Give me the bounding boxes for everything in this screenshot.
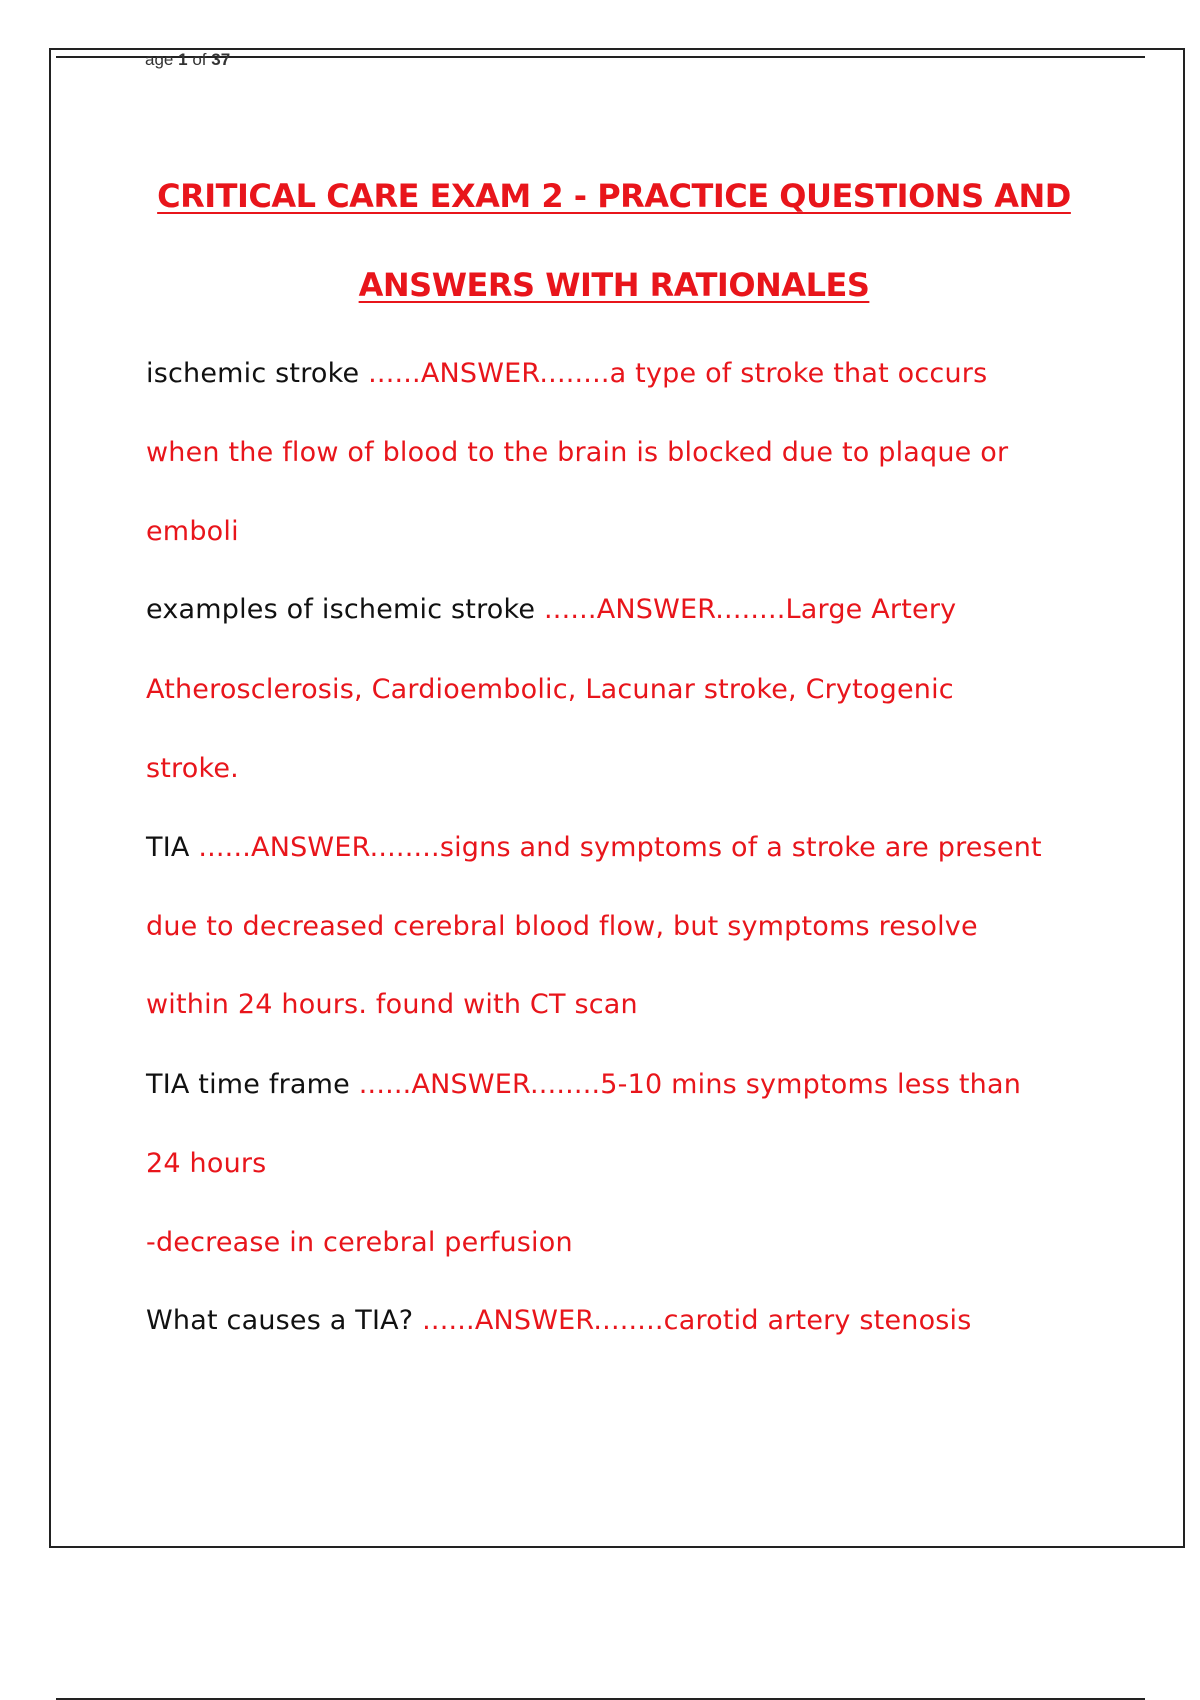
entry-1-question-line <box>146 357 987 391</box>
entry-3-question-line <box>146 831 1042 865</box>
entry-2-separator: ......ANSWER........ <box>544 594 786 625</box>
entry-2-answer-line-1: Large Artery <box>785 594 957 625</box>
entry-2-answer-line-3: stroke. <box>146 753 239 784</box>
entry-4-term: TIA time frame <box>146 1069 350 1100</box>
entry-1-answer-line-1: a type of stroke that occurs <box>609 358 988 389</box>
entry-2-term: examples of ischemic stroke <box>146 594 536 625</box>
entry-1-term: ischemic stroke <box>146 358 360 389</box>
entry-2-question-line <box>146 593 956 627</box>
page-of: of <box>192 50 207 69</box>
document-title-line-2: ANSWERS WITH RATIONALES <box>358 266 870 304</box>
entry-3-answer-line-3: within 24 hours. found with CT scan <box>146 989 638 1020</box>
entry-3-answer-line-1: signs and symptoms of a stroke are present <box>439 832 1042 863</box>
entry-5-question-line <box>146 1304 972 1338</box>
entry-1-separator: ......ANSWER........ <box>368 358 610 389</box>
document-title-line-1: CRITICAL CARE EXAM 2 - PRACTICE QUESTIONS AND <box>157 177 1071 215</box>
entry-1-answer-line-3: emboli <box>146 516 239 547</box>
entry-5-answer-line-1: carotid artery stenosis <box>663 1305 972 1336</box>
entry-1-answer-line-2: when the flow of blood to the brain is blocked due to plaque or <box>146 437 1009 468</box>
entry-5-separator: ......ANSWER........ <box>422 1305 664 1336</box>
entry-4-separator: ......ANSWER........ <box>358 1069 601 1100</box>
page-prefix: age <box>145 50 174 69</box>
entry-3-answer-line-2: due to decreased cerebral blood flow, but symptoms resolve <box>146 911 978 942</box>
page-total: 37 <box>211 50 231 69</box>
entry-5-term: What causes a TIA? <box>146 1305 414 1336</box>
page-number <box>145 50 230 70</box>
entry-3-term: TIA <box>146 832 190 863</box>
page-current: 1 <box>178 50 188 69</box>
entry-4-question-line <box>146 1068 1021 1102</box>
entry-4-answer-line-2: 24 hours <box>146 1148 267 1179</box>
entry-3-separator: ......ANSWER........ <box>198 832 440 863</box>
entry-2-answer-line-2: Atherosclerosis, Cardioembolic, Lacunar stroke, Crytogenic <box>146 674 954 705</box>
entry-4-answer-line-1: 5-10 mins symptoms less than <box>600 1069 1022 1100</box>
entry-4-answer-line-3: -decrease in cerebral perfusion <box>146 1227 573 1258</box>
